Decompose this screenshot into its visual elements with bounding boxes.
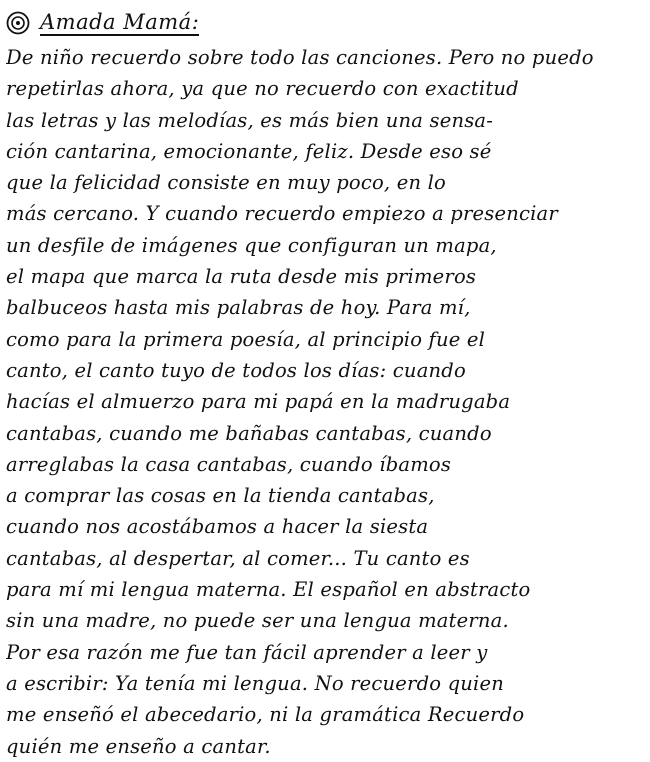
letter-line: quién me enseño a cantar. xyxy=(6,734,271,758)
letter-line: me enseñó el abecedario, ni la gramática Recuerdo xyxy=(6,703,525,727)
letter-line: canto, el canto tuyo de todos los días: cuando xyxy=(6,358,466,382)
letter-line: que la felicidad consiste en muy poco, en lo xyxy=(6,171,446,195)
letter-line: a comprar las cosas en la tienda cantabas, xyxy=(6,484,435,508)
letter-header xyxy=(6,6,644,40)
letter-line: sin una madre, no puede ser una lengua materna. xyxy=(6,609,509,633)
letter-line: las letras y las melodías, es más bien una sensa- xyxy=(6,108,494,132)
letter-body xyxy=(6,42,644,762)
letter-line: cuando nos acostábamos a hacer la siesta xyxy=(6,515,429,539)
letter-salutation: Amada Mamá: xyxy=(40,9,200,34)
letter-line: cantabas, cuando me bañabas cantabas, cuando xyxy=(6,421,492,445)
letter-line: arreglabas la casa cantabas, cuando íbamos xyxy=(6,452,452,476)
letter-line: ción cantarina, emocionante, feliz. Desde eso sé xyxy=(6,139,492,163)
letter-line: para mí mi lengua materna. El español en abstracto xyxy=(6,578,531,602)
letter-line: repetirlas ahora, ya que no recuerdo con exactitud xyxy=(6,77,519,101)
letter-line: como para la primera poesía, al principio fue el xyxy=(6,327,486,351)
letter-line: un desfile de imágenes que configuran un mapa, xyxy=(6,233,497,257)
letter-line: De niño recuerdo sobre todo las canciones. Pero no puedo xyxy=(6,46,594,69)
circled-dot-icon xyxy=(6,11,30,35)
letter-line: más cercano. Y cuando recuerdo empiezo a presenciar xyxy=(6,202,558,226)
letter-line: Por esa razón me fue tan fácil aprender a leer y xyxy=(6,640,488,664)
letter-line: balbuceos hasta mis palabras de hoy. Para mí, xyxy=(6,296,471,320)
letter-line: el mapa que marca la ruta desde mis primeros xyxy=(6,265,477,289)
letter-line: a escribir: Ya tenía mi lengua. No recuerdo quien xyxy=(6,671,504,695)
letter-line: cantabas, al despertar, al comer... Tu canto es xyxy=(6,546,470,570)
letter-line: hacías el almuerzo para mi papá en la madrugaba xyxy=(6,390,511,414)
